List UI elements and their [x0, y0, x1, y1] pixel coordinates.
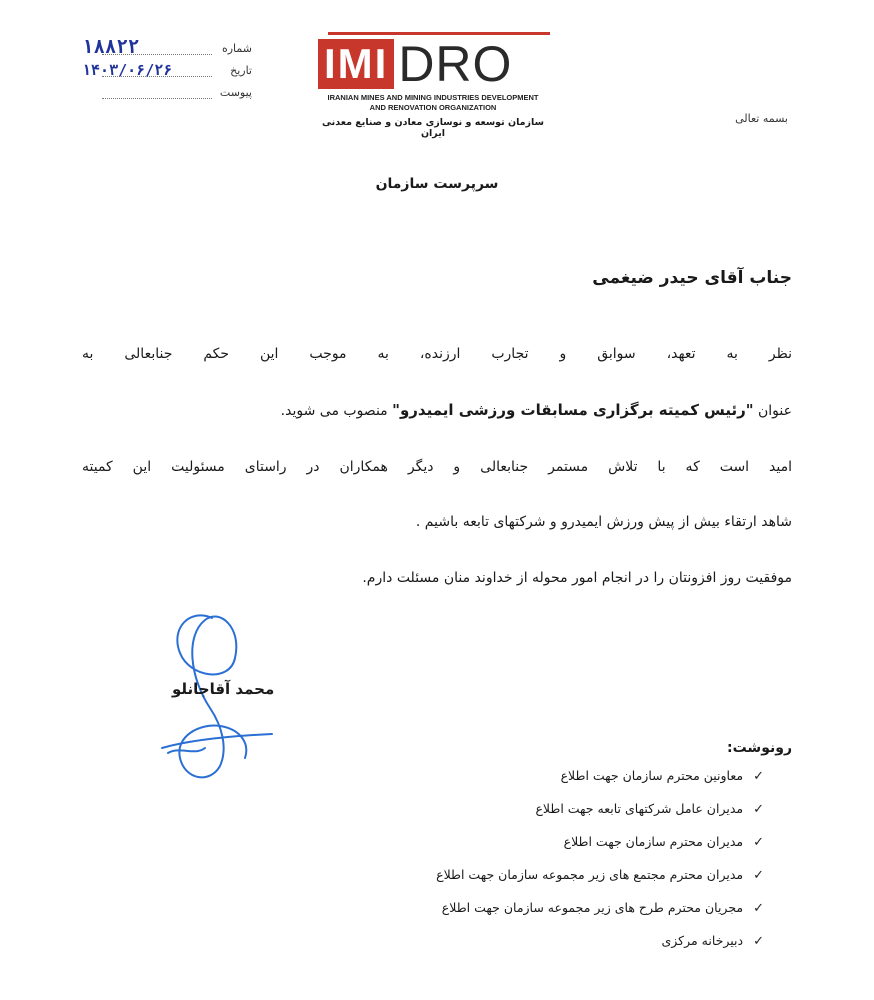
- number-label: شماره: [221, 42, 252, 55]
- logo-english-line1: IRANIAN MINES AND MINING INDUSTRIES DEVELOPMENT: [327, 93, 539, 102]
- attachment-dots: [102, 98, 212, 99]
- cc-item: [436, 898, 764, 931]
- attachment-row: [82, 82, 252, 104]
- cc-item-text: مدیران محترم مجتمع های زیر مجموعه سازمان جهت اطلاع: [436, 867, 744, 882]
- reference-block: [82, 38, 252, 104]
- check-icon: ✓: [753, 835, 764, 850]
- cc-item: [436, 799, 764, 832]
- body-line-3: امید است که با تلاش مستمر جنابعالی و دیگر همکاران در راستای مسئولیت این کمیته: [82, 459, 792, 475]
- cc-item: [436, 832, 764, 865]
- body-line-1: نظر به تعهد، سوابق و تجارب ارزنده، به موجب این حکم جنابعالی به: [82, 346, 792, 362]
- logo-english-name: [318, 93, 548, 113]
- body-line-2-prefix: عنوان: [758, 403, 792, 419]
- signatory-name: محمد آقاجانلو: [172, 680, 275, 698]
- check-icon: ✓: [753, 769, 764, 784]
- organization-logo: [318, 32, 558, 139]
- check-icon: ✓: [753, 802, 764, 817]
- cc-item-text: دبیرخانه مرکزی: [661, 933, 744, 948]
- date-value: ۱۴۰۳/۰۶/۲۶: [82, 61, 173, 79]
- logo-mark: [318, 37, 558, 91]
- check-icon: ✓: [753, 934, 764, 949]
- logo-english-line2: AND RENOVATION ORGANIZATION: [369, 103, 497, 112]
- body-line-2: [82, 401, 792, 419]
- check-icon: ✓: [753, 868, 764, 883]
- cc-item-text: معاونین محترم سازمان جهت اطلاع: [560, 768, 744, 783]
- body-line-2-suffix: منصوب می شوید.: [280, 403, 388, 419]
- check-icon: ✓: [753, 901, 764, 916]
- from-office: سرپرست سازمان: [375, 176, 499, 192]
- appointment-title: "رئیس کمیته برگزاری مسابقات ورزشی ایمیدرو": [392, 401, 754, 419]
- logo-dro: DRO: [398, 36, 513, 92]
- cc-list: [436, 766, 764, 964]
- attachment-label: پیوست: [219, 86, 252, 99]
- cc-title: رونوشت:: [727, 740, 792, 756]
- cc-item-text: مجریان محترم طرح های زیر مجموعه سازمان جهت اطلاع: [441, 900, 744, 915]
- cc-item: [436, 865, 764, 898]
- recipient: جناب آقای حیدر ضیغمی: [592, 268, 792, 288]
- logo-persian-name: سازمان توسعه و نوسازی معادن و صنایع معدنی ایران: [322, 117, 544, 139]
- date-label: تاریخ: [230, 64, 252, 77]
- logo-top-bar: [328, 32, 550, 35]
- cc-item-text: مدیران عامل شرکتهای تابعه جهت اطلاع: [535, 801, 744, 816]
- cc-item: [436, 931, 764, 964]
- body-line-4: شاهد ارتقاء بیش از پیش ورزش ایمیدرو و شرکتهای تابعه باشیم .: [415, 514, 792, 530]
- cc-item: [436, 766, 764, 799]
- invocation: بسمه تعالی: [735, 112, 788, 125]
- number-row: [82, 38, 252, 60]
- body-line-5: موفقیت روز افزونتان را در انجام امور محوله از خداوند منان مسئلت دارم.: [362, 570, 792, 586]
- cc-item-text: مدیران محترم سازمان جهت اطلاع: [563, 834, 744, 849]
- logo-imi: IMI: [318, 39, 394, 89]
- date-row: [82, 60, 252, 82]
- signature-scribble: [150, 608, 280, 788]
- number-value: ۱۸۸۲۲: [82, 36, 140, 58]
